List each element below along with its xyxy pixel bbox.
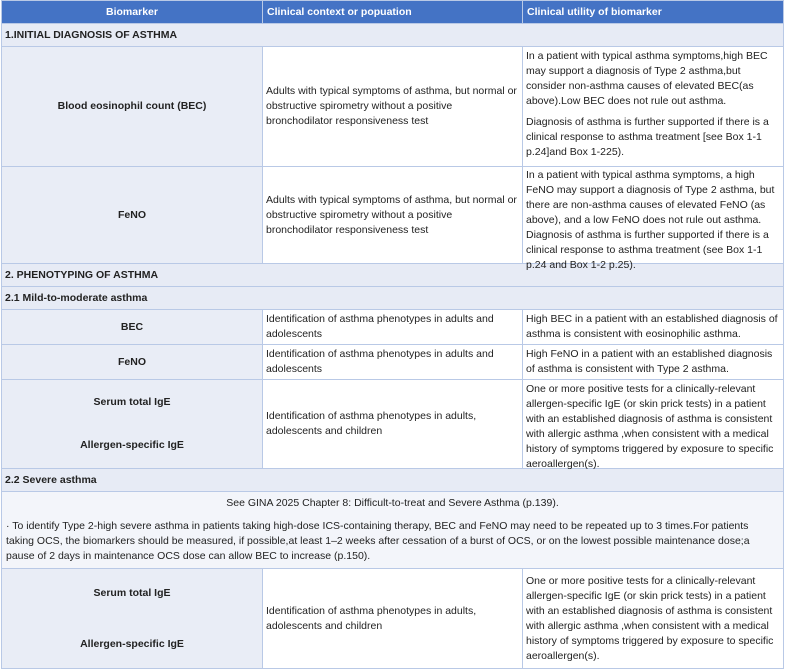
section-row (2, 287, 784, 310)
context-cell: Identification of asthma phenotypes in adults, adolescents and children (263, 380, 523, 469)
biomarker-cell: BEC (2, 310, 263, 345)
severe-note-cell (2, 492, 784, 569)
utility-paragraph: Diagnosis of asthma is further supported if there is a clinical response to asthma treatment [see Box 1-1 p.24]and Box 1-225). (526, 116, 769, 158)
table-row (2, 569, 784, 669)
utility-cell (523, 47, 784, 167)
utility-cell (523, 167, 784, 271)
utility-cell (523, 380, 784, 469)
biomarker-cell: FeNO (2, 167, 263, 264)
utility-paragraph: In a patient with typical asthma symptoms,high BEC may support a diagnosis of Type 2 asthma,but consider non-asthma causes of elevated BEC(as above).Low BEC does not rule out asthma. (526, 50, 768, 107)
utility-cell: High BEC in a patient with an established diagnosis of asthma is consistent with eosinophilic asthma. (523, 310, 784, 345)
biomarker-name: Serum total IgE (93, 586, 171, 599)
utility-cell: One or more positive tests for a clinically-relevant allergen-specific IgE (or skin prick tests) in a patient with an established diagnosis of asthma is consistent with allergic asthma ,when consistent with a medical history of symptoms triggered by exposure to specific aeroallergen(s). (523, 569, 784, 669)
utility-cell: High FeNO in a patient with an established diagnosis of asthma is consistent with Type 2 asthma. (523, 345, 784, 380)
table-row (2, 47, 784, 167)
table-row (2, 380, 784, 469)
section-initial-diagnosis: 1.INITIAL DIAGNOSIS OF ASTHMA (2, 24, 784, 47)
context-cell: Identification of asthma phenotypes in adults, adolescents and children (263, 569, 523, 669)
section-phenotyping: 2. PHENOTYPING OF ASTHMA (2, 264, 784, 287)
utility-text: In a patient with typical asthma symptoms, a high FeNO may support a diagnosis of Type 2 asthma, but there are non-asthma causes of elevated FeNO (as above), and a low FeNO does not rule out asthma. Diagnosis of asthma is further supported if there is a clinical response to asthma treatment (see Box 1-1 p.24 and Box 1-2 p.25). (526, 169, 775, 271)
section-severe: 2.2 Severe asthma (2, 469, 784, 492)
section-row (2, 469, 784, 492)
biomarker-cell: FeNO (2, 345, 263, 380)
section-row (2, 24, 784, 47)
context-cell: Adults with typical symptoms of asthma, but normal or obstructive spirometry without a positive bronchodilator responsiveness test (263, 167, 523, 264)
header-clinical-context: Clinical context or popuation (263, 1, 523, 24)
header-clinical-utility: Clinical utility of biomarker (523, 1, 784, 24)
biomarker-cell (2, 569, 263, 669)
header-biomarker: Biomarker (2, 1, 263, 24)
table-row (2, 310, 784, 345)
table-row (2, 345, 784, 380)
severe-note-text: · To identify Type 2-high severe asthma in patients taking high-dose ICS-containing therapy, BEC and FeNO may need to be repeated up to 3 times.For patients taking OCS, the biomarkers should be measured, if possible,at least 1–2 weeks after cessation of a burst of OCS, or on the lowest possible maintenance dose;a pause of 2 days in maintenance OCS dose can allow BEC to increase (p.150). (6, 520, 750, 562)
section-mild-moderate: 2.1 Mild-to-moderate asthma (2, 287, 784, 310)
context-cell: Identification of asthma phenotypes in adults and adolescents (263, 310, 523, 345)
biomarker-cell (2, 380, 263, 469)
note-row (2, 492, 784, 569)
biomarker-cell: Blood eosinophil count (BEC) (2, 47, 263, 167)
context-cell: Identification of asthma phenotypes in adults and adolescents (263, 345, 523, 380)
section-row (2, 264, 784, 287)
gina-reference: See GINA 2025 Chapter 8: Difficult-to-treat and Severe Asthma (p.139). (226, 497, 559, 509)
biomarker-table (1, 0, 784, 669)
table-header-row (2, 1, 784, 24)
biomarker-name: Serum total IgE (93, 396, 171, 408)
biomarker-name: Allergen-specific IgE (80, 637, 184, 650)
context-cell: Adults with typical symptoms of asthma, but normal or obstructive spirometry without a positive bronchodilator responsiveness test (263, 47, 523, 167)
biomarker-name: Allergen-specific IgE (80, 439, 184, 451)
table-row (2, 167, 784, 264)
utility-text: One or more positive tests for a clinically-relevant allergen-specific IgE (or skin prick tests) in a patient with an established diagnosis of asthma is consistent with allergic asthma ,when consistent with a medical history of symptoms triggered by exposure to specific aeroallergen(s). (526, 383, 774, 470)
